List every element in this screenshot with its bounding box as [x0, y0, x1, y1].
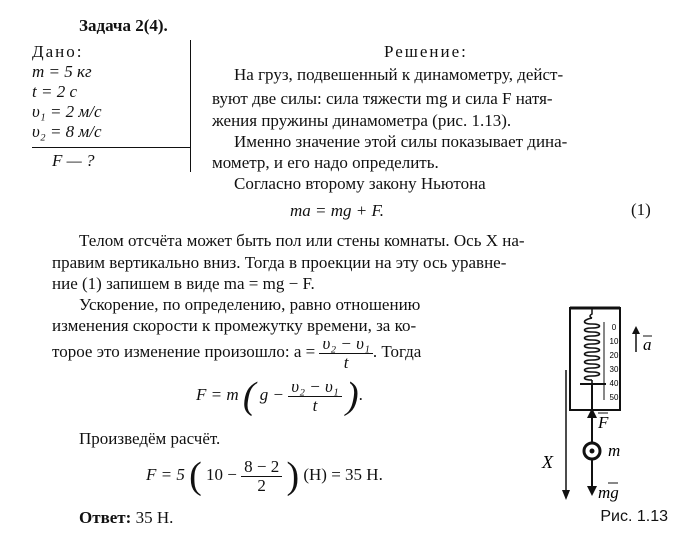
scale-tick-40: 40 — [609, 379, 619, 388]
paragraph-2-line-1: Телом отсчёта может быть пол или стены комнаты. Ось X на- — [79, 231, 525, 250]
calculation-fraction — [241, 458, 282, 495]
solution-heading: Решение: — [384, 42, 468, 61]
problem-title: Задача 2(4). — [79, 16, 168, 35]
formula-force-numerator: υ₂ − υ₁ — [288, 378, 341, 397]
gravity-arrowhead-icon — [587, 486, 597, 496]
equation-newton-2: ma = mg + F. — [290, 201, 384, 220]
answer-value: 35 Н. — [135, 508, 174, 527]
formula-force-denominator: t — [312, 395, 318, 415]
label-X: X — [542, 452, 553, 472]
acceleration-fraction — [319, 335, 372, 372]
calculation-left: F = 5 — [146, 465, 185, 484]
calculation-numerator: 8 − 2 — [241, 458, 282, 477]
mass-ball-center-icon — [590, 449, 595, 454]
given-line-v2: υ₂ = 8 м/с — [32, 122, 102, 141]
scale-tick-0: 0 — [611, 323, 617, 332]
acceleration-denominator: t — [343, 352, 349, 372]
figure-caption: Рис. 1.13 — [600, 508, 668, 525]
calculation-open-paren: ( — [189, 455, 202, 498]
solution-line-6: Согласно второму закону Ньютона — [234, 174, 486, 193]
given-line-v1: υ₁ = 2 м/с — [32, 102, 102, 121]
spring-icon — [585, 318, 600, 380]
acceleration-line — [52, 333, 421, 372]
calculation-close-paren: ) — [286, 455, 300, 498]
formula-force: F = m ( g − $\frac{\text{υ₂ − υ₁}}{t}$ ). — [196, 375, 363, 418]
formula-force-g: g − — [259, 385, 285, 404]
scale-tick-50: 50 — [609, 393, 619, 402]
solution-line-3: жения пружины динамометра (рис. 1.13). — [212, 111, 512, 130]
label-m: m — [608, 441, 621, 460]
label-a: a — [643, 335, 652, 354]
paragraph-3-line-2: изменения скорости к промежутку времени, за ко- — [52, 316, 417, 335]
answer-label: Ответ: — [79, 508, 132, 527]
acceleration-arrowhead-icon — [632, 326, 640, 334]
x-axis-arrowhead-icon — [562, 490, 570, 500]
given-divider-horizontal — [32, 147, 190, 148]
formula-force-close-paren: ) — [345, 375, 359, 418]
scale-tick-10: 10 — [609, 337, 619, 346]
paragraph-2-line-2: правим вертикально вниз. Тогда в проекции на эту ось уравне- — [52, 253, 507, 272]
given-line-mass: m = 5 кг — [32, 62, 92, 81]
calculation-formula — [146, 454, 383, 496]
calculation-inner: 10 − — [206, 465, 237, 484]
scale-tick-30: 30 — [609, 365, 619, 374]
calculation-denominator: 2 — [257, 475, 266, 495]
solution-line-4: Именно значение этой силы показывает дина- — [234, 132, 568, 151]
answer — [79, 508, 173, 528]
given-divider-vertical — [190, 40, 191, 172]
given-block — [32, 42, 102, 142]
given-line-time: t = 2 с — [32, 82, 77, 101]
calculation-right: (Н) = 35 Н. — [303, 465, 383, 484]
scale-tick-20: 20 — [609, 351, 619, 360]
dynamometer-figure — [530, 300, 670, 508]
formula-force-left: F = m — [196, 385, 239, 404]
solution-line-2: вуют две силы: сила тяжести mg и сила F натя- — [212, 89, 553, 108]
label-F: F — [598, 413, 609, 432]
paragraph-2-line-3: ние (1) запишем в виде ma = mg − F. — [52, 274, 315, 293]
find-quantity: F — ? — [52, 151, 95, 170]
solution-line-5: мометр, и его надо определить. — [212, 153, 439, 172]
acceleration-text: торое это изменение произошло: a = — [52, 342, 316, 361]
equation-number: (1) — [631, 200, 651, 219]
calculation-intro: Произведём расчёт. — [79, 429, 221, 448]
acceleration-tail: . Тогда — [372, 342, 422, 361]
solution-line-1: На груз, подвешенный к динамометру, дейст- — [234, 65, 564, 84]
paragraph-3-line-1: Ускорение, по определению, равно отношению — [79, 295, 421, 314]
label-mg: mg — [598, 483, 619, 502]
formula-force-open-paren: ( — [242, 375, 256, 418]
acceleration-numerator: υ₂ − υ₁ — [319, 335, 372, 354]
given-label: Дано: — [32, 42, 84, 61]
formula-force-fraction — [288, 378, 341, 415]
